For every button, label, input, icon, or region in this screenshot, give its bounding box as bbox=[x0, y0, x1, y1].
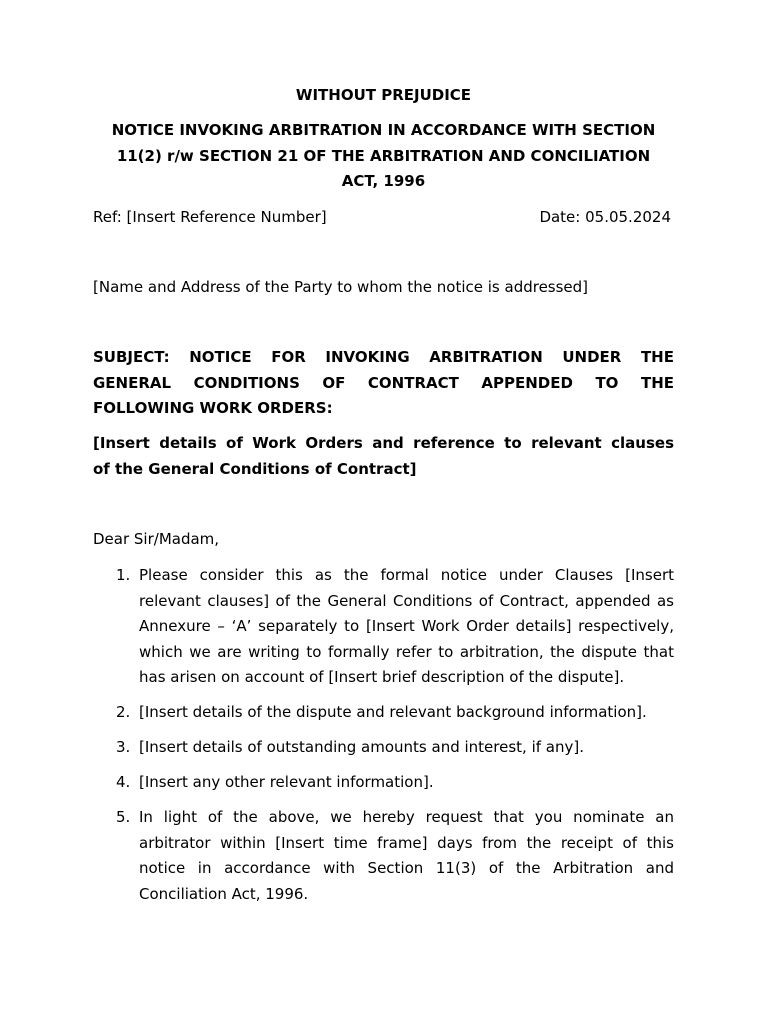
list-item-text: [Insert details of the dispute and relevant background information]. bbox=[139, 703, 647, 721]
work-orders-line-1: [Insert details of Work Orders and reference to relevant clauses bbox=[93, 434, 674, 452]
document-title: WITHOUT PREJUDICE bbox=[295, 86, 472, 104]
subject-line-2: GENERAL CONDITIONS OF CONTRACT APPENDED TO THE bbox=[93, 373, 674, 392]
numbered-list bbox=[93, 563, 674, 917]
list-item-text: [Insert details of outstanding amounts and interest, if any]. bbox=[139, 738, 584, 756]
work-orders-block bbox=[93, 431, 674, 482]
subject-block bbox=[93, 345, 674, 422]
list-item bbox=[93, 700, 674, 726]
list-item-number: 1. bbox=[116, 566, 131, 584]
addressee: [Name and Address of the Party to whom the notice is addressed] bbox=[93, 278, 589, 296]
subject-line-3: FOLLOWING WORK ORDERS: bbox=[93, 399, 333, 417]
notice-heading-line-1: NOTICE INVOKING ARBITRATION IN ACCORDANCE WITH SECTION bbox=[111, 121, 656, 139]
list-item-text: In light of the above, we hereby request that you nominate an arbitrator within [Insert time frame] days from the receipt of this notice in accordance with Section 11(3) of the Arbitration and Conciliation Act, 1996. bbox=[139, 808, 674, 903]
list-item-number: 3. bbox=[116, 738, 131, 756]
list-item bbox=[93, 735, 674, 761]
list-item-number: 5. bbox=[116, 808, 131, 826]
salutation: Dear Sir/Madam, bbox=[93, 530, 220, 548]
list-item bbox=[93, 563, 674, 691]
list-item bbox=[93, 805, 674, 907]
list-item-number: 2. bbox=[116, 703, 131, 721]
notice-heading-line-3: ACT, 1996 bbox=[341, 172, 426, 190]
reference-number: Ref: [Insert Reference Number] bbox=[93, 208, 327, 226]
reference-row bbox=[93, 205, 674, 231]
subject-line-1: SUBJECT: NOTICE FOR INVOKING ARBITRATION UNDER THE bbox=[93, 348, 674, 366]
list-item-number: 4. bbox=[116, 773, 131, 791]
notice-heading-line-2: 11(2) r/w SECTION 21 OF THE ARBITRATION AND CONCILIATION bbox=[116, 146, 651, 165]
list-item bbox=[93, 770, 674, 796]
work-orders-line-2: of the General Conditions of Contract] bbox=[93, 459, 417, 478]
list-item-text: [Insert any other relevant information]. bbox=[139, 773, 434, 791]
list-item-text: Please consider this as the formal notice under Clauses [Insert relevant clauses] of the General Conditions of Contract, appended as Annexure – ‘A’ separately to [Insert Work Order details] respectively, which we are writing to formally refer to arbitration, the dispute that has arisen on account of [Insert brief description of the dispute]. bbox=[139, 566, 674, 686]
notice-date: Date: 05.05.2024 bbox=[539, 208, 671, 226]
